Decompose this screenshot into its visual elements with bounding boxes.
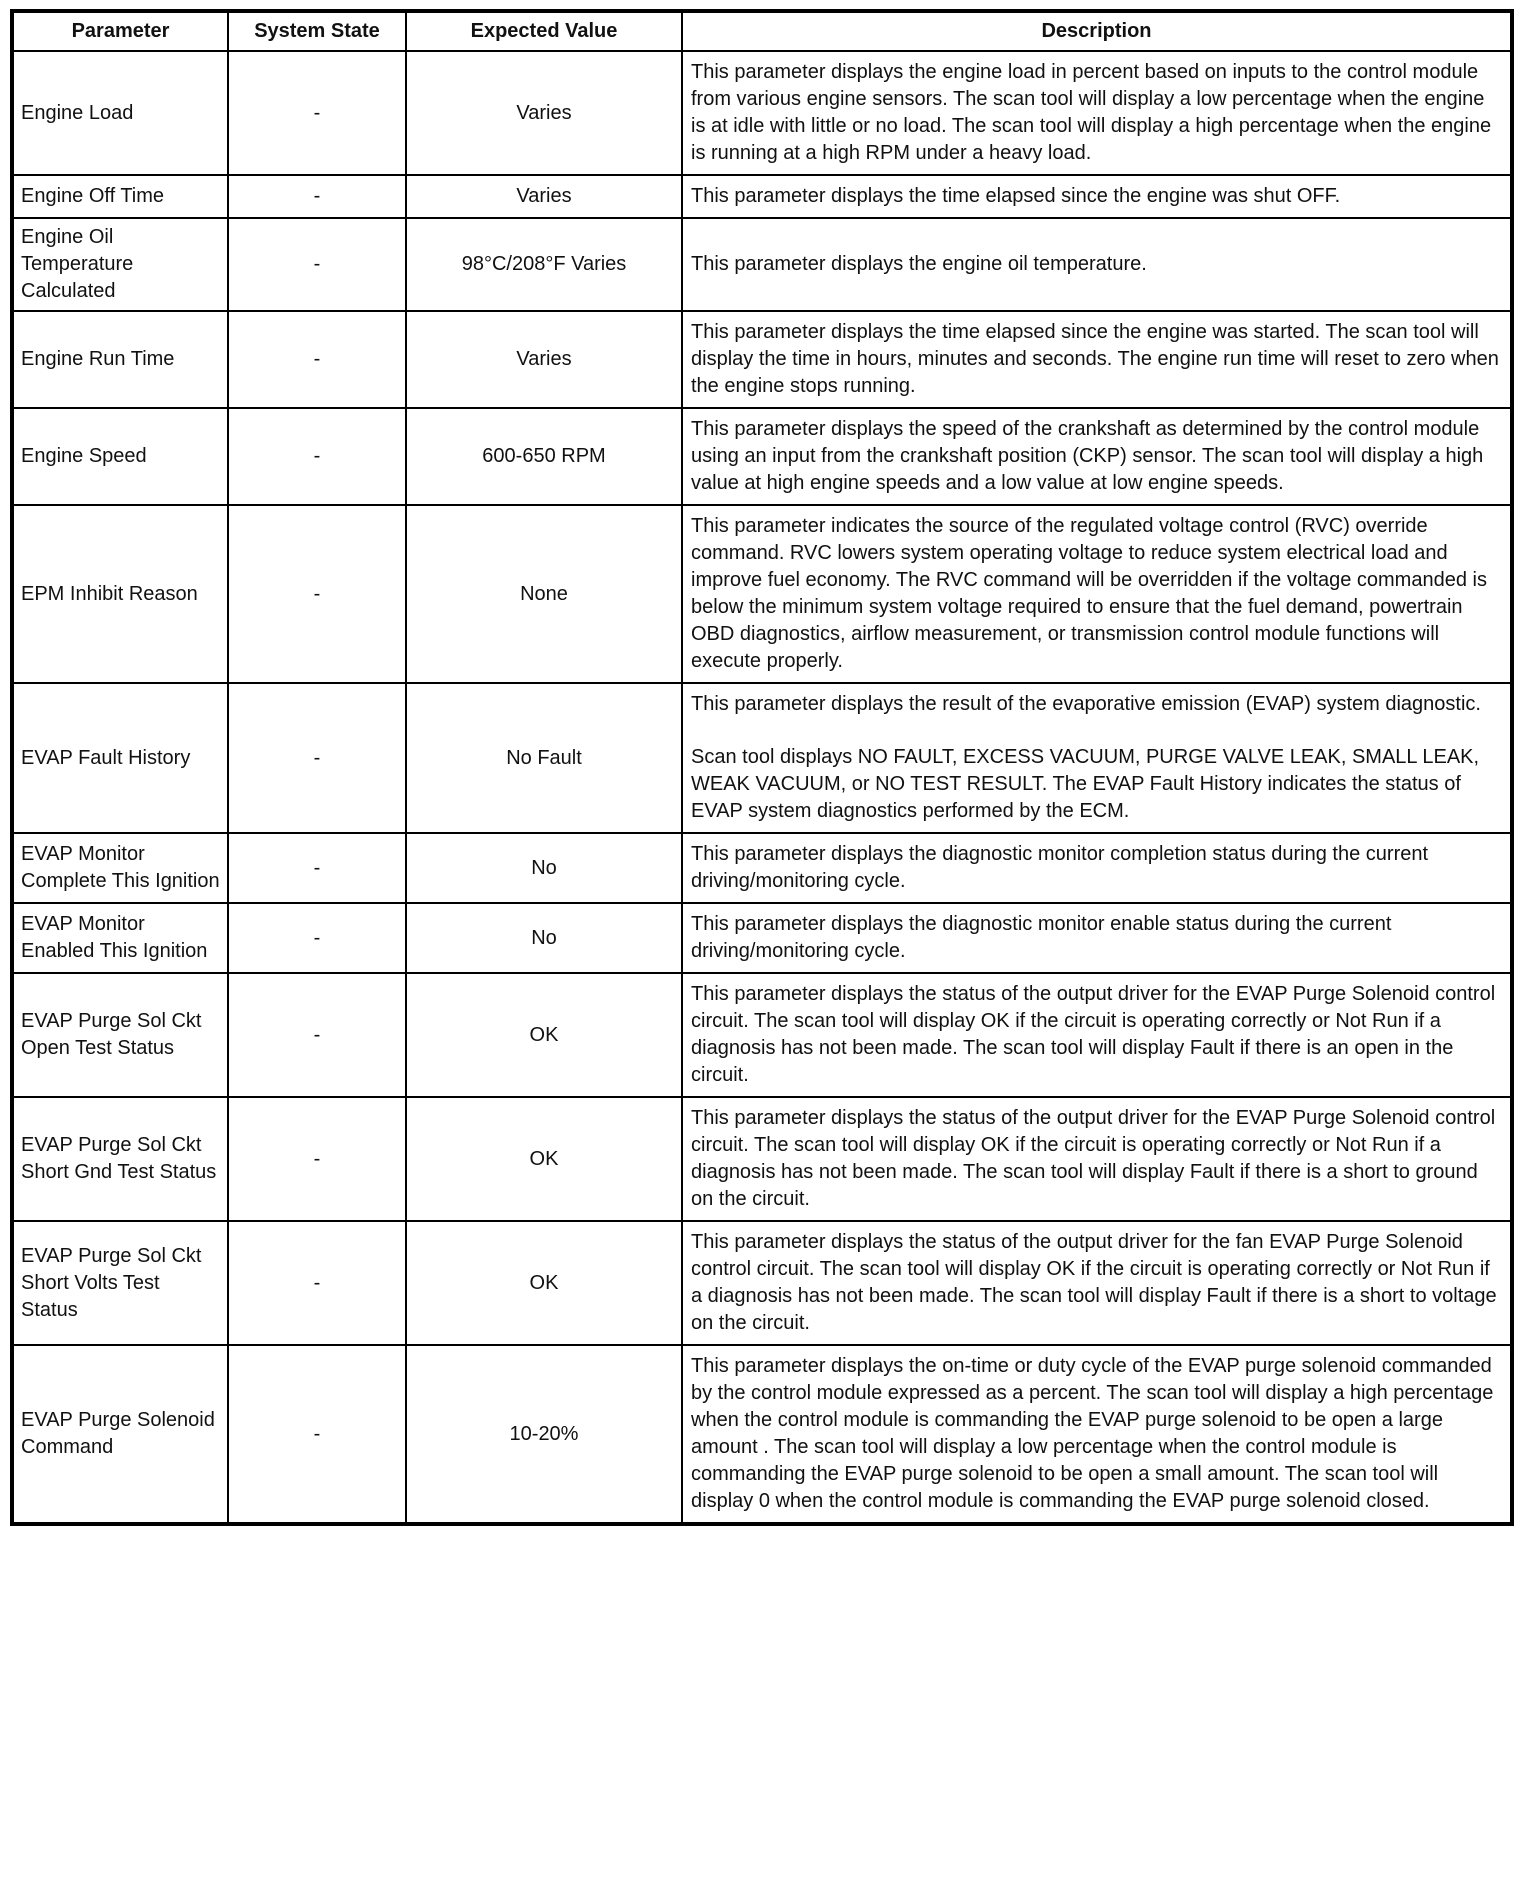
parameter-cell: Engine Run Time xyxy=(12,311,228,408)
system-state-cell: - xyxy=(228,51,406,175)
expected-value-cell: No Fault xyxy=(406,683,682,833)
table-row xyxy=(12,218,1512,311)
table-row xyxy=(12,505,1512,683)
header-expected-value: Expected Value xyxy=(406,11,682,51)
description-paragraph: This parameter displays the engine oil temperature. xyxy=(691,253,1147,275)
system-state-cell: - xyxy=(228,1345,406,1524)
description-paragraph: This parameter indicates the source of the regulated voltage control (RVC) override command. RVC lowers system operating voltage to reduce system electrical load and improve fuel economy. The RVC command will be overridden if the voltage commanded is below the minimum system voltage required to ensure that the fuel demand, powertrain OBD diagnostics, airflow measurement, or transmission control module functions will execute properly. xyxy=(691,515,1487,672)
description-paragraph: This parameter displays the on-time or duty cycle of the EVAP purge solenoid commanded by the control module expressed as a percent. The scan tool will display a high percentage when the control module is commanding the EVAP purge solenoid to be open a large amount . The scan tool will display a low percentage when the control module is commanding the EVAP purge solenoid to be open a small amount. The scan tool will display 0 when the control module is commanding the EVAP purge solenoid closed. xyxy=(691,1355,1494,1512)
table-row xyxy=(12,1221,1512,1345)
parameter-cell: Engine Speed xyxy=(12,408,228,505)
system-state-cell: - xyxy=(228,683,406,833)
description-cell xyxy=(682,175,1512,218)
expected-value-cell: No xyxy=(406,833,682,903)
description-paragraph: This parameter displays the status of the output driver for the EVAP Purge Solenoid control circuit. The scan tool will display OK if the circuit is operating correctly or Not Run if a diagnosis has not been made. The scan tool will display Fault if there is an open in the circuit. xyxy=(691,983,1496,1086)
system-state-cell: - xyxy=(228,973,406,1097)
description-cell xyxy=(682,218,1512,311)
description-paragraph: This parameter displays the time elapsed since the engine was started. The scan tool will display the time in hours, minutes and seconds. The engine run time will reset to zero when the engine stops running. xyxy=(691,321,1499,397)
table-row xyxy=(12,1345,1512,1524)
table-row xyxy=(12,51,1512,175)
expected-value-cell: OK xyxy=(406,973,682,1097)
description-paragraph: This parameter displays the result of the evaporative emission (EVAP) system diagnostic. xyxy=(691,693,1481,715)
table-row xyxy=(12,175,1512,218)
description-paragraph: Scan tool displays NO FAULT, EXCESS VACUUM, PURGE VALVE LEAK, SMALL LEAK, WEAK VACUUM, or NO TEST RESULT. The EVAP Fault History indicates the status of EVAP system diagnostics performed by the ECM. xyxy=(691,746,1480,822)
description-cell xyxy=(682,311,1512,408)
expected-value-cell: OK xyxy=(406,1097,682,1221)
scan-tool-parameter-table xyxy=(10,9,1514,1526)
expected-value-cell: Varies xyxy=(406,175,682,218)
expected-value-cell: 98°C/208°F Varies xyxy=(406,218,682,311)
table-row xyxy=(12,683,1512,833)
description-cell xyxy=(682,973,1512,1097)
parameter-cell: EPM Inhibit Reason xyxy=(12,505,228,683)
description-cell xyxy=(682,505,1512,683)
description-paragraph: This parameter displays the diagnostic monitor completion status during the current driving/monitoring cycle. xyxy=(691,843,1429,892)
header-parameter: Parameter xyxy=(12,11,228,51)
expected-value-cell: OK xyxy=(406,1221,682,1345)
system-state-cell: - xyxy=(228,408,406,505)
table-row xyxy=(12,311,1512,408)
header-description: Description xyxy=(682,11,1512,51)
parameter-cell: EVAP Purge Sol Ckt Open Test Status xyxy=(12,973,228,1097)
system-state-cell: - xyxy=(228,311,406,408)
description-paragraph: This parameter displays the speed of the crankshaft as determined by the control module using an input from the crankshaft position (CKP) sensor. The scan tool will display a high value at high engine speeds and a low value at low engine speeds. xyxy=(691,418,1484,494)
table-row xyxy=(12,903,1512,973)
table-row xyxy=(12,408,1512,505)
expected-value-cell: Varies xyxy=(406,311,682,408)
system-state-cell: - xyxy=(228,175,406,218)
description-cell xyxy=(682,833,1512,903)
system-state-cell: - xyxy=(228,505,406,683)
parameter-cell: EVAP Fault History xyxy=(12,683,228,833)
expected-value-cell: None xyxy=(406,505,682,683)
table-row xyxy=(12,1097,1512,1221)
parameter-cell: EVAP Monitor Enabled This Ignition xyxy=(12,903,228,973)
parameter-cell: EVAP Monitor Complete This Ignition xyxy=(12,833,228,903)
system-state-cell: - xyxy=(228,903,406,973)
description-paragraph: This parameter displays the status of the output driver for the fan EVAP Purge Solenoid control circuit. The scan tool will display OK if the circuit is operating correctly or Not Run if a diagnosis has not been made. The scan tool will display Fault if there is a short to voltage on the circuit. xyxy=(691,1231,1497,1334)
description-cell xyxy=(682,683,1512,833)
table-row xyxy=(12,833,1512,903)
system-state-cell: - xyxy=(228,1097,406,1221)
parameter-cell: Engine Off Time xyxy=(12,175,228,218)
system-state-cell: - xyxy=(228,218,406,311)
parameter-cell: Engine Load xyxy=(12,51,228,175)
parameter-cell: Engine Oil Temperature Calculated xyxy=(12,218,228,311)
header-row xyxy=(12,11,1512,51)
description-cell xyxy=(682,1345,1512,1524)
description-paragraph: This parameter displays the diagnostic monitor enable status during the current driving/monitoring cycle. xyxy=(691,913,1392,962)
description-cell xyxy=(682,903,1512,973)
system-state-cell: - xyxy=(228,833,406,903)
expected-value-cell: No xyxy=(406,903,682,973)
parameter-cell: EVAP Purge Solenoid Command xyxy=(12,1345,228,1524)
expected-value-cell: Varies xyxy=(406,51,682,175)
description-cell xyxy=(682,1221,1512,1345)
header-system-state: System State xyxy=(228,11,406,51)
expected-value-cell: 10-20% xyxy=(406,1345,682,1524)
table-row xyxy=(12,973,1512,1097)
description-cell xyxy=(682,1097,1512,1221)
description-cell xyxy=(682,408,1512,505)
description-paragraph: This parameter displays the engine load in percent based on inputs to the control module from various engine sensors. The scan tool will display a low percentage when the engine is at idle with little or no load. The scan tool will display a high percentage when the engine is running at a high RPM under a heavy load. xyxy=(691,61,1492,164)
system-state-cell: - xyxy=(228,1221,406,1345)
parameter-cell: EVAP Purge Sol Ckt Short Gnd Test Status xyxy=(12,1097,228,1221)
description-paragraph: This parameter displays the status of the output driver for the EVAP Purge Solenoid control circuit. The scan tool will display OK if the circuit is operating correctly or Not Run if a diagnosis has not been made. The scan tool will display Fault if there is a short to ground on the circuit. xyxy=(691,1107,1496,1210)
description-cell xyxy=(682,51,1512,175)
expected-value-cell: 600-650 RPM xyxy=(406,408,682,505)
parameter-cell: EVAP Purge Sol Ckt Short Volts Test Status xyxy=(12,1221,228,1345)
description-paragraph: This parameter displays the time elapsed since the engine was shut OFF. xyxy=(691,185,1341,207)
